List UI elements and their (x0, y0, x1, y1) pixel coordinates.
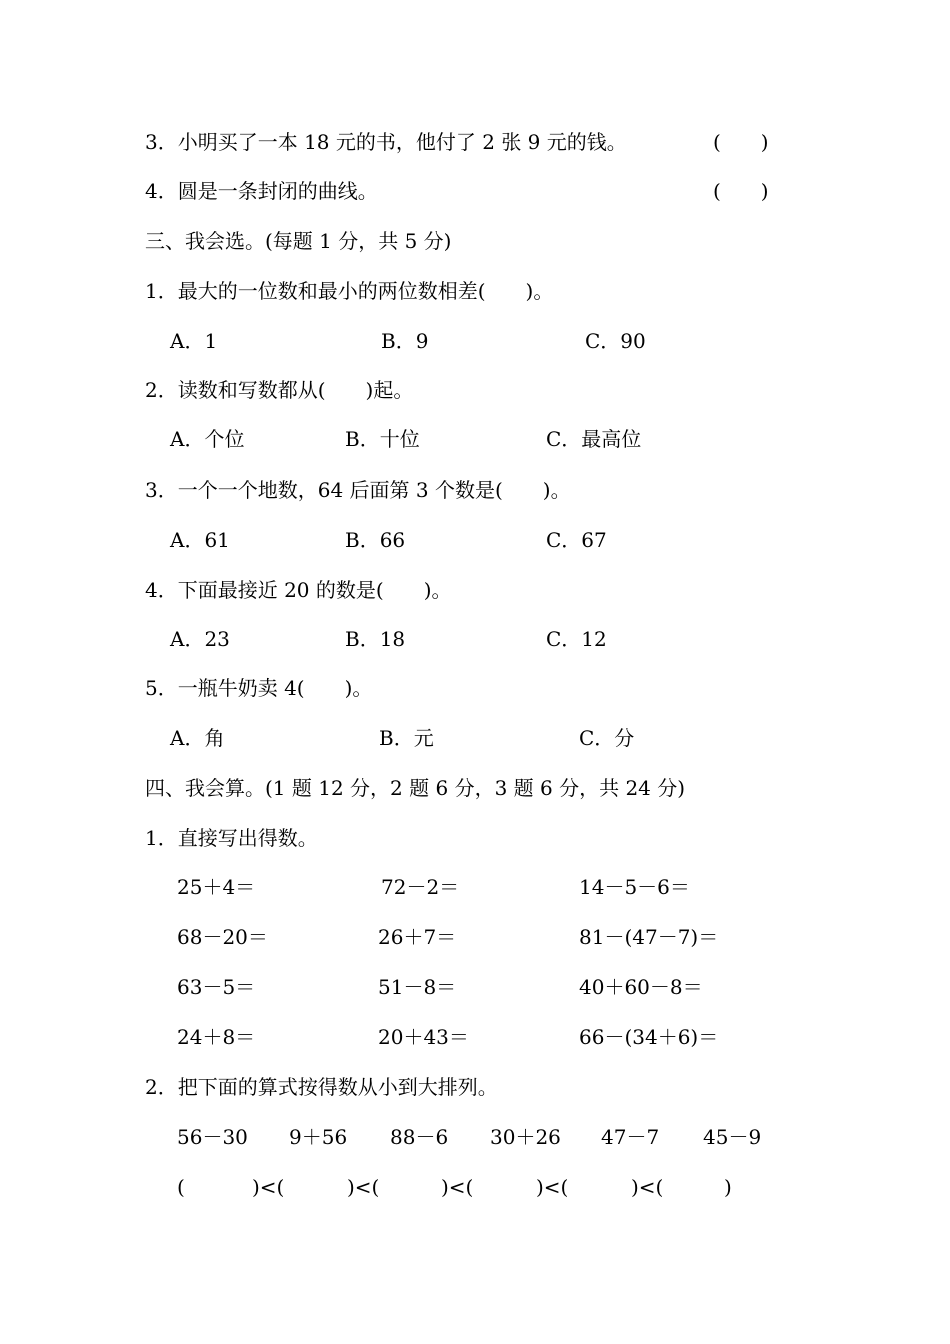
option-a: A．角 (170, 726, 225, 750)
calc-q2-title-text: 2．把下面的算式按得数从小到大排列。 (145, 1075, 498, 1099)
answer-blank-separator: )<( (347, 1175, 380, 1199)
choose-question-3-stem: 3．一个一个地数，64 后面第 3 个数是( )。 (145, 478, 571, 502)
answer-blank-separator: )<( (252, 1175, 285, 1199)
choose-question-1-stem: 1．最大的一位数和最小的两位数相差( )。 (145, 279, 554, 303)
judge-item-3-answer-bracket: ( ) (713, 130, 769, 154)
sort-expression: 56－30 (177, 1125, 248, 1149)
judge-item-4-answer-bracket: ( ) (713, 179, 769, 203)
answer-blank-separator: )<( (631, 1175, 664, 1199)
option-b: B．66 (345, 528, 406, 552)
calc-expression: 24＋8＝ (177, 1025, 256, 1049)
calc-expression: 63－5＝ (177, 975, 256, 999)
option-a: A．23 (170, 627, 230, 651)
option-a: A．61 (170, 528, 230, 552)
option-a: A．个位 (170, 427, 245, 451)
option-c: C．最高位 (546, 427, 642, 451)
calc-expression: 68－20＝ (177, 925, 268, 949)
answer-blank-close: ) (724, 1175, 732, 1199)
section-choose-heading-text: 三、我会选。(每题 1 分，共 5 分) (145, 229, 452, 253)
option-b: B．18 (345, 627, 406, 651)
answer-blank-open: ( (177, 1175, 185, 1199)
option-a: A．1 (170, 329, 218, 353)
sort-expression: 30＋26 (490, 1125, 561, 1149)
sort-expression: 9＋56 (289, 1125, 348, 1149)
calc-expression: 26＋7＝ (378, 925, 457, 949)
option-b: B．十位 (345, 427, 420, 451)
calc-expression: 66－(34＋6)＝ (579, 1025, 719, 1049)
sort-expression: 47－7 (601, 1125, 660, 1149)
option-c: C．12 (546, 627, 607, 651)
calc-expression: 25＋4＝ (177, 875, 256, 899)
judge-item-4-text: 4．圆是一条封闭的曲线。 (145, 179, 378, 203)
calc-expression: 72－2＝ (381, 875, 460, 899)
calc-expression: 14－5－6＝ (579, 875, 690, 899)
option-c: C．分 (579, 726, 635, 750)
section-calc-heading-text: 四、我会算。(1 题 12 分，2 题 6 分，3 题 6 分，共 24 分) (145, 776, 686, 800)
choose-question-4-stem: 4．下面最接近 20 的数是( )。 (145, 578, 452, 602)
option-c: C．90 (585, 329, 646, 353)
calc-expression: 20＋43＝ (378, 1025, 469, 1049)
answer-blank-separator: )<( (441, 1175, 474, 1199)
calc-expression: 40＋60－8＝ (579, 975, 703, 999)
option-c: C．67 (546, 528, 607, 552)
calc-expression: 81－(47－7)＝ (579, 925, 719, 949)
calc-q1-title-text: 1．直接写出得数。 (145, 826, 318, 850)
judge-item-3-text: 3．小明买了一本 18 元的书，他付了 2 张 9 元的钱。 (145, 130, 627, 154)
option-b: B．元 (379, 726, 434, 750)
calc-expression: 51－8＝ (378, 975, 457, 999)
choose-question-2-stem: 2．读数和写数都从( )起。 (145, 378, 414, 402)
sort-expression: 45－9 (703, 1125, 762, 1149)
option-b: B．9 (381, 329, 429, 353)
choose-question-5-stem: 5．一瓶牛奶卖 4( )。 (145, 676, 373, 700)
answer-blank-separator: )<( (536, 1175, 569, 1199)
sort-expression: 88－6 (390, 1125, 449, 1149)
